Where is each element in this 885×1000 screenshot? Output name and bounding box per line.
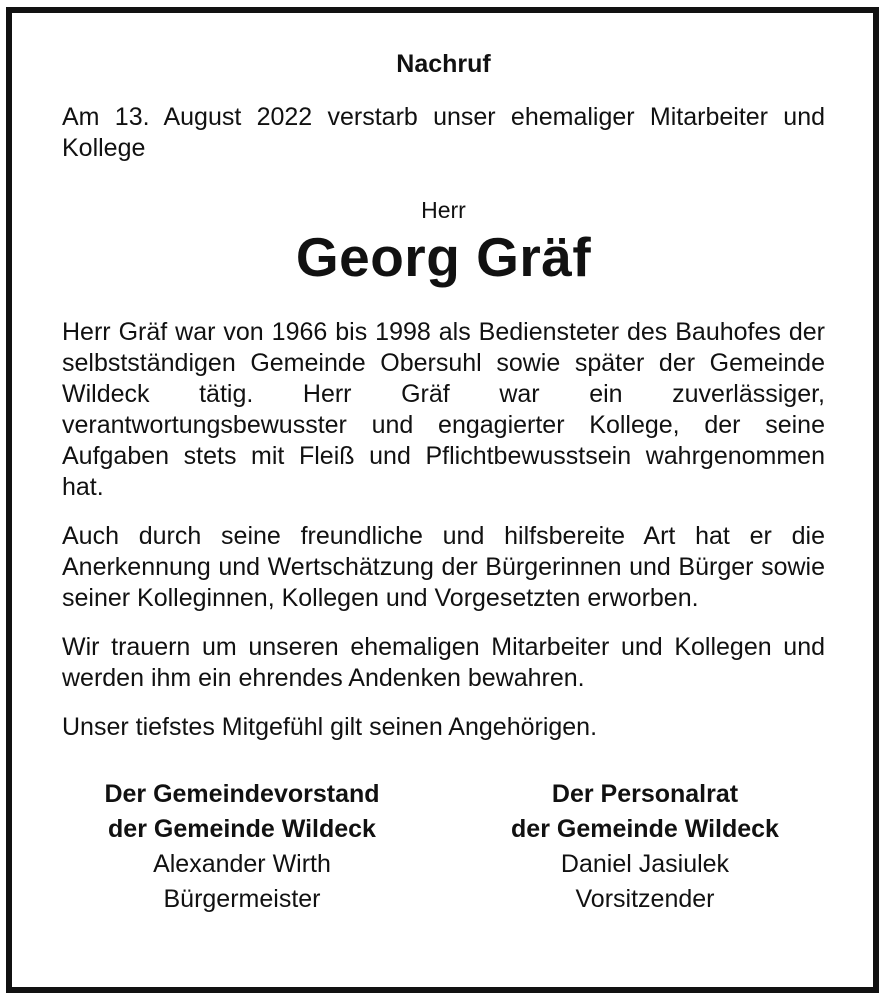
- paragraph-condolence: Unser tiefstes Mitgefühl gilt seinen Angehörigen.: [62, 713, 598, 741]
- obituary-content: [62, 48, 825, 761]
- paragraph-character: Auch durch seine freundliche und hilfsbereite Art hat er die Anerkennung und Wertschätzung der Bürgerinnen und Bürger sowie seiner Kolleginnen, Kollegen und Vorgesetzten erworben.: [62, 522, 825, 612]
- signature-org-line2: der Gemeinde Wildeck: [108, 815, 376, 843]
- signature-org-line1: Der Gemeindevorstand: [104, 780, 380, 808]
- signature-person: Daniel Jasiulek: [560, 850, 730, 878]
- signature-gemeindevorstand: [62, 777, 422, 917]
- salutation: Herr: [421, 197, 466, 223]
- signature-personalrat: [465, 777, 825, 917]
- signature-org-line2: der Gemeinde Wildeck: [511, 815, 779, 843]
- paragraph-mourning: Wir trauern um unseren ehemaligen Mitarbeiter und Kollegen und werden ihm ein ehrendes Andenken bewahren.: [62, 633, 825, 692]
- signature-org-line1: Der Personalrat: [551, 780, 739, 808]
- intro-text: Am 13. August 2022 verstarb unser ehemaliger Mitarbeiter und Kollege: [62, 103, 825, 162]
- obituary-heading: Nachruf: [396, 50, 491, 78]
- paragraph-career: Herr Gräf war von 1966 bis 1998 als Bediensteter des Bauhofes der selbstständigen Gemeinde Obersuhl sowie später der Gemeinde Wildeck tätig. Herr Gräf war ein zuverlässiger, verantwortungsbewusster und engagierter Kollege, der seine Aufgaben stets mit Fleiß und Pflichtbewusstsein wahrgenommen hat.: [62, 318, 825, 501]
- signature-role: Bürgermeister: [163, 885, 321, 913]
- deceased-name: Georg Gräf: [295, 226, 592, 288]
- signature-person: Alexander Wirth: [153, 850, 331, 878]
- signature-block: [62, 777, 825, 917]
- signature-role: Vorsitzender: [575, 885, 715, 913]
